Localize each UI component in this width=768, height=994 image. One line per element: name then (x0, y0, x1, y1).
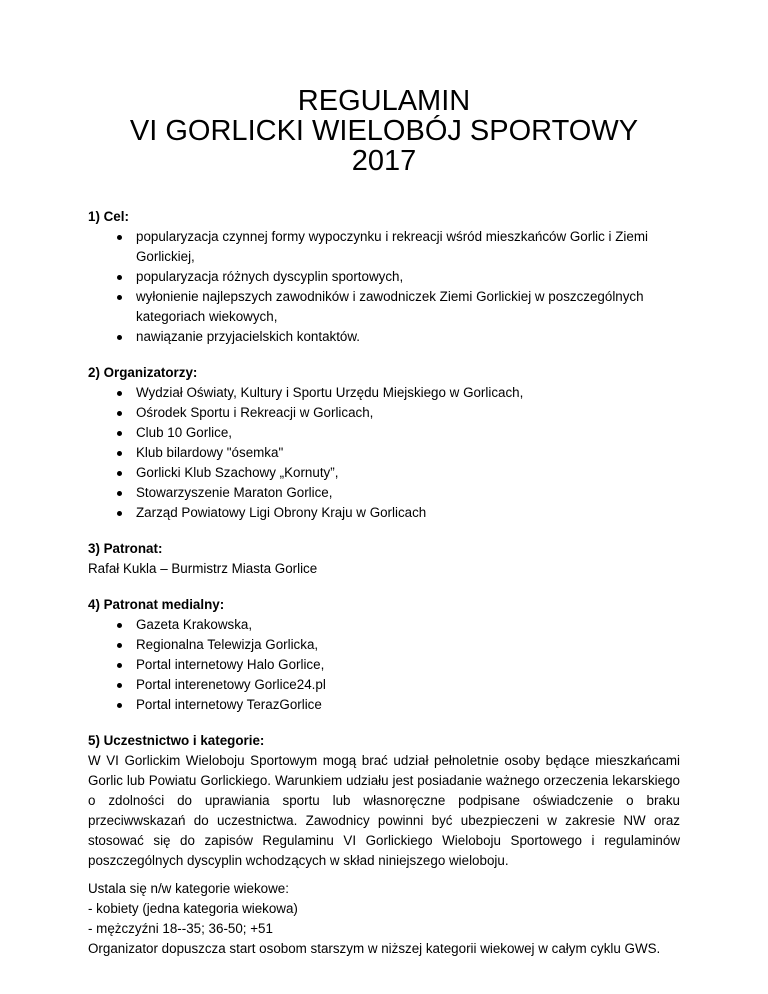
patronat-text: Rafał Kukla – Burmistrz Miasta Gorlice (88, 561, 318, 576)
list-item: Regionalna Telewizja Gorlicka, (88, 635, 680, 655)
section-heading-patronat-medialny: 4) Patronat medialny: (88, 597, 225, 612)
list-item: Portal interenetowy Gorlice24.pl (88, 675, 680, 695)
title-line-3: 2017 (351, 145, 417, 177)
section-heading-uczestnictwo: 5) Uczestnictwo i kategorie: (88, 733, 265, 748)
kategorie-intro: Ustala się n/w kategorie wiekowe: (88, 881, 289, 896)
patronat-medialny-list (88, 615, 680, 715)
organizatorzy-list (88, 383, 680, 523)
section-heading-organizatorzy: 2) Organizatorzy: (88, 365, 198, 380)
kategorie-kobiety: - kobiety (jedna kategoria wiekowa) (88, 901, 298, 916)
uczestnictwo-paragraph: W VI Gorlickim Wieloboju Sportowym mogą brać udział pełnoletnie osoby będące mieszkańcami Gorlic lub Powiatu Gorlickiego. Warunkiem udziału jest posiadanie ważnego orzeczenia lekarskiego o zdolności do uprawiania sportu lub własnoręczne podpisane oświadczenie o braku przeciwwskazań do uczestnictwa. Zawodnicy powinni być ubezpieczeni w zakresie NW oraz stosować się do zapisów Regulaminu VI Gorlickiego Wieloboju Sportowego i regulaminów poszczególnych dyscyplin wchodzących w skład niniejszego wieloboju. (88, 753, 680, 868)
list-item: popularyzacja czynnej formy wypoczynku i rekreacji wśród mieszkańców Gorlic i Ziemi Gorlickiej, (88, 227, 680, 267)
section-heading-patronat: 3) Patronat: (88, 541, 163, 556)
list-item: Zarząd Powiatowy Ligi Obrony Kraju w Gorlicach (88, 503, 680, 523)
list-item: Portal internetowy Halo Gorlice, (88, 655, 680, 675)
list-item: Gorlicki Klub Szachowy „Kornuty”, (88, 463, 680, 483)
list-item: wyłonienie najlepszych zawodników i zawodniczek Ziemi Gorlickiej w poszczególnych kategoriach wiekowych, (88, 287, 680, 327)
list-item: Ośrodek Sportu i Rekreacji w Gorlicach, (88, 403, 680, 423)
list-item: popularyzacja różnych dyscyplin sportowych, (88, 267, 680, 287)
kategorie-note: Organizator dopuszcza start osobom starszym w niższej kategorii wiekowej w całym cyklu GWS. (88, 941, 661, 956)
section-heading-cel: 1) Cel: (88, 209, 129, 224)
kategorie-mezczyzni: - mężczyźni 18--35; 36-50; +51 (88, 921, 273, 936)
list-item: Stowarzyszenie Maraton Gorlice, (88, 483, 680, 503)
list-item: Club 10 Gorlice, (88, 423, 680, 443)
title-line-2: VI GORLICKI WIELOBÓJ SPORTOWY (129, 115, 639, 147)
list-item: Gazeta Krakowska, (88, 615, 680, 635)
document-title (88, 86, 680, 176)
cel-list (88, 227, 680, 347)
list-item: Klub bilardowy "ósemka" (88, 443, 680, 463)
list-item: Portal internetowy TerazGorlice (88, 695, 680, 715)
list-item: Wydział Oświaty, Kultury i Sportu Urzędu Miejskiego w Gorlicach, (88, 383, 680, 403)
title-line-1: REGULAMIN (297, 85, 471, 117)
list-item: nawiązanie przyjacielskich kontaktów. (88, 327, 680, 347)
